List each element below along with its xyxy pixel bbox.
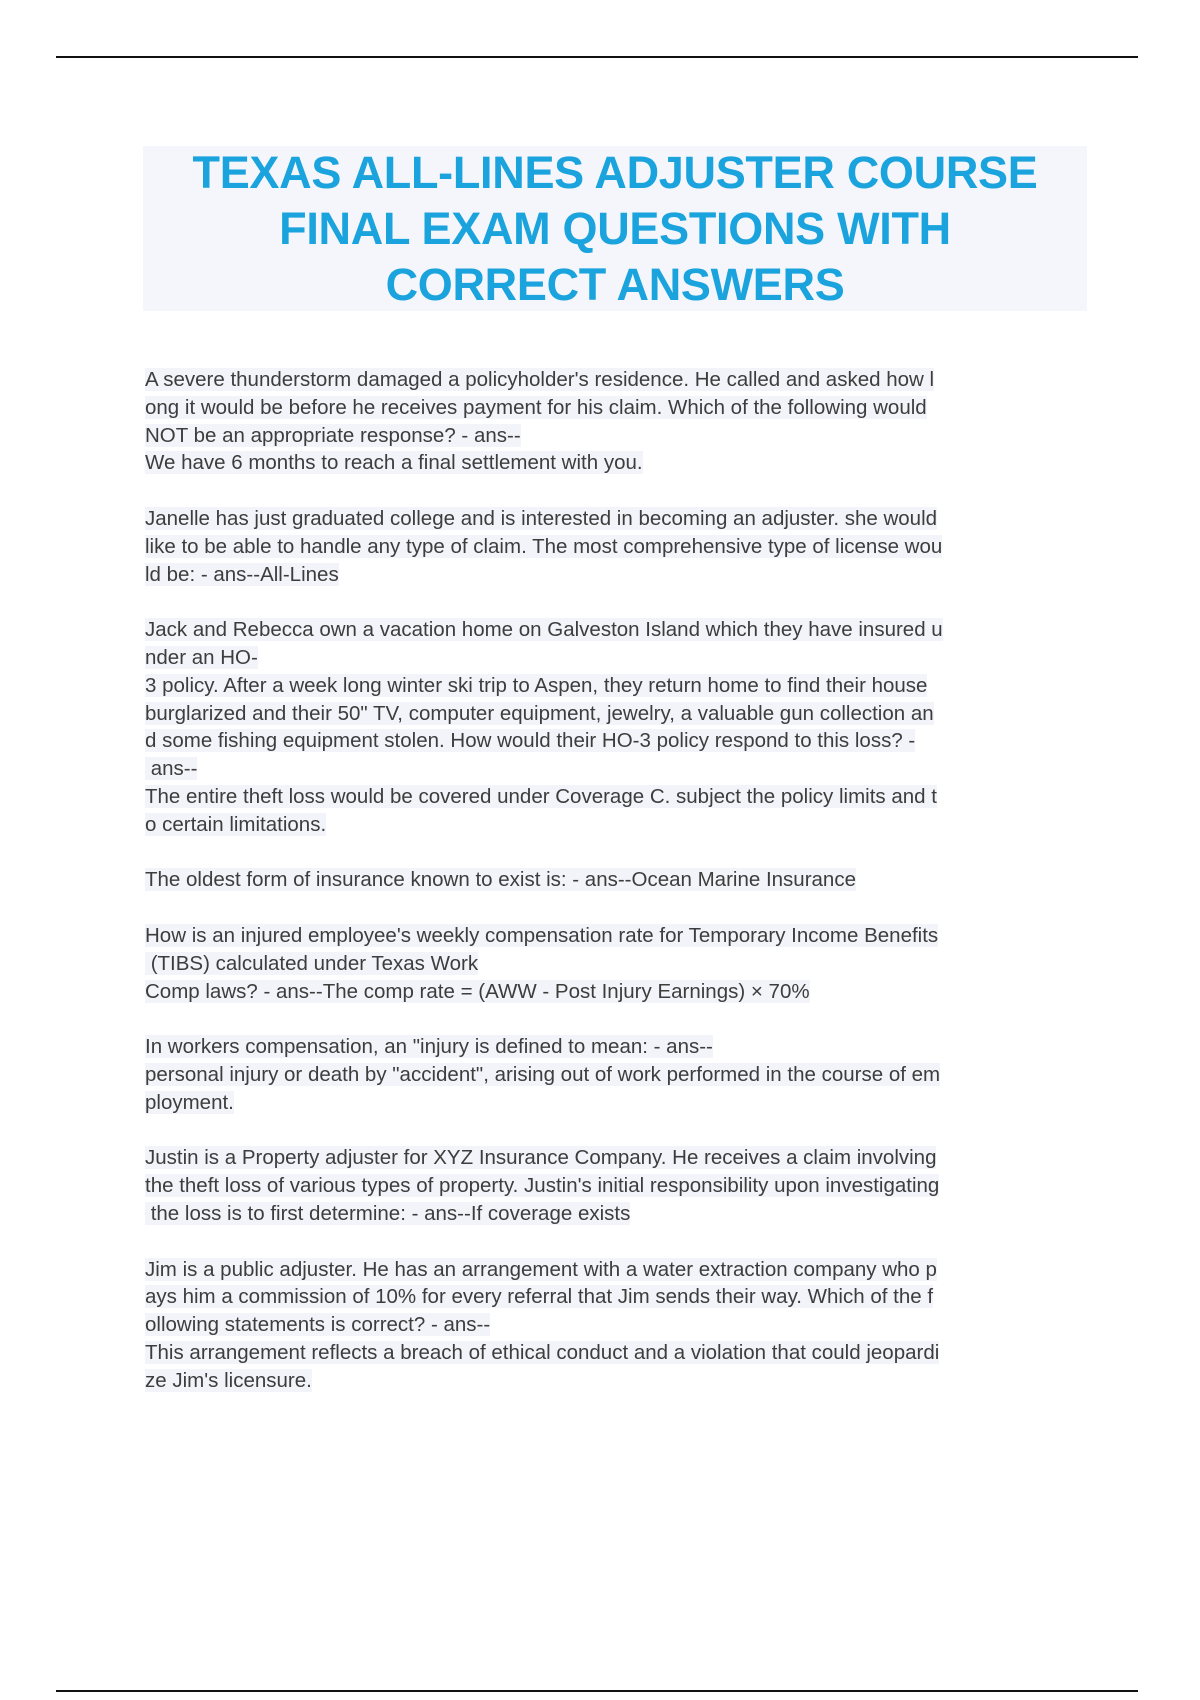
text-line-content: the loss is to first determine: - ans--If coverage exists [145,1201,631,1225]
text-line-content: The oldest form of insurance known to exist is: - ans--Ocean Marine Insurance [145,868,856,892]
text-line [145,449,1105,477]
text-line [145,616,1105,644]
text-line-content: ans-- [145,757,198,781]
question-answer-item [145,1256,1105,1395]
text-line [145,1089,1105,1117]
text-line-content: ong it would be before he receives payment for his claim. Which of the following would [145,395,927,419]
text-line [145,422,1105,450]
text-line-content: 3 policy. After a week long winter ski trip to Aspen, they return home to find their house [145,673,928,697]
text-line-content: o certain limitations. [145,812,327,836]
top-rule [56,56,1138,58]
text-line-content: ze Jim's licensure. [145,1368,312,1392]
text-line-content: Janelle has just graduated college and is interested in becoming an adjuster. she would [145,506,938,530]
text-line [145,783,1105,811]
question-answer-item [145,616,1105,838]
bottom-rule [56,1690,1138,1692]
title-line: FINAL EXAM QUESTIONS WITH [279,202,951,254]
text-line-content: This arrangement reflects a breach of ethical conduct and a violation that could jeopardi [145,1340,940,1364]
question-answer-item [145,366,1105,477]
document-title [143,146,1087,311]
text-line [145,1172,1105,1200]
text-line-content: (TIBS) calculated under Texas Work [145,951,479,975]
text-line-content: ployment. [145,1090,234,1114]
text-line-content: nder an HO- [145,645,258,669]
title-line: TEXAS ALL-LINES ADJUSTER COURSE [192,146,1038,198]
text-line-content: personal injury or death by "accident", arising out of work performed in the course of em [145,1062,941,1086]
text-line-content: like to be able to handle any type of claim. The most comprehensive type of license wou [145,534,943,558]
text-line [145,1033,1105,1061]
text-line-content: d some fishing equipment stolen. How would their HO-3 policy respond to this loss? - [145,729,916,753]
text-line-content: In workers compensation, an "injury is defined to mean: - ans-- [145,1035,713,1059]
text-line [145,366,1105,394]
text-line [145,922,1105,950]
text-line-content: the theft loss of various types of property. Justin's initial responsibility upon investigating [145,1174,940,1198]
text-line [145,700,1105,728]
title-line: CORRECT ANSWERS [385,258,845,310]
text-line [145,811,1105,839]
text-line-content: Comp laws? - ans--The comp rate = (AWW - Post Injury Earnings) × 70% [145,979,810,1003]
text-line [145,950,1105,978]
text-line-content: ollowing statements is correct? - ans-- [145,1313,491,1337]
text-line [145,1339,1105,1367]
text-line [145,1061,1105,1089]
text-line [145,866,1105,894]
text-line [145,1311,1105,1339]
text-line-content: ays him a commission of 10% for every referral that Jim sends their way. Which of the f [145,1285,934,1309]
question-answer-item [145,866,1105,894]
question-answer-item [145,1033,1105,1116]
text-line [145,1144,1105,1172]
text-line-content: Jack and Rebecca own a vacation home on Galveston Island which they have insured u [145,618,943,642]
question-answer-item [145,1144,1105,1227]
text-line [145,1200,1105,1228]
text-line-content: We have 6 months to reach a final settlement with you. [145,451,643,475]
text-line [145,727,1105,755]
question-answer-item [145,922,1105,1005]
text-line-content: Jim is a public adjuster. He has an arrangement with a water extraction company who p [145,1257,937,1281]
text-line [145,755,1105,783]
text-line [145,644,1105,672]
text-line-content: burglarized and their 50" TV, computer equipment, jewelry, a valuable gun collection an [145,701,934,725]
text-line-content: A severe thunderstorm damaged a policyholder's residence. He called and asked how l [145,368,935,391]
text-line-content: ld be: - ans--All-Lines [145,562,339,586]
text-line [145,505,1105,533]
text-line [145,561,1105,589]
text-line [145,1367,1105,1395]
text-line-content: How is an injured employee's weekly compensation rate for Temporary Income Benefits [145,923,939,947]
question-list [145,366,1105,1422]
text-line [145,672,1105,700]
text-line [145,978,1105,1006]
text-line-content: Justin is a Property adjuster for XYZ Insurance Company. He receives a claim involving [145,1146,937,1170]
text-line-content: The entire theft loss would be covered under Coverage C. subject the policy limits and t [145,784,937,808]
text-line-content: NOT be an appropriate response? - ans-- [145,423,521,447]
text-line [145,394,1105,422]
question-answer-item [145,505,1105,588]
text-line [145,1256,1105,1284]
text-line [145,1283,1105,1311]
text-line [145,533,1105,561]
